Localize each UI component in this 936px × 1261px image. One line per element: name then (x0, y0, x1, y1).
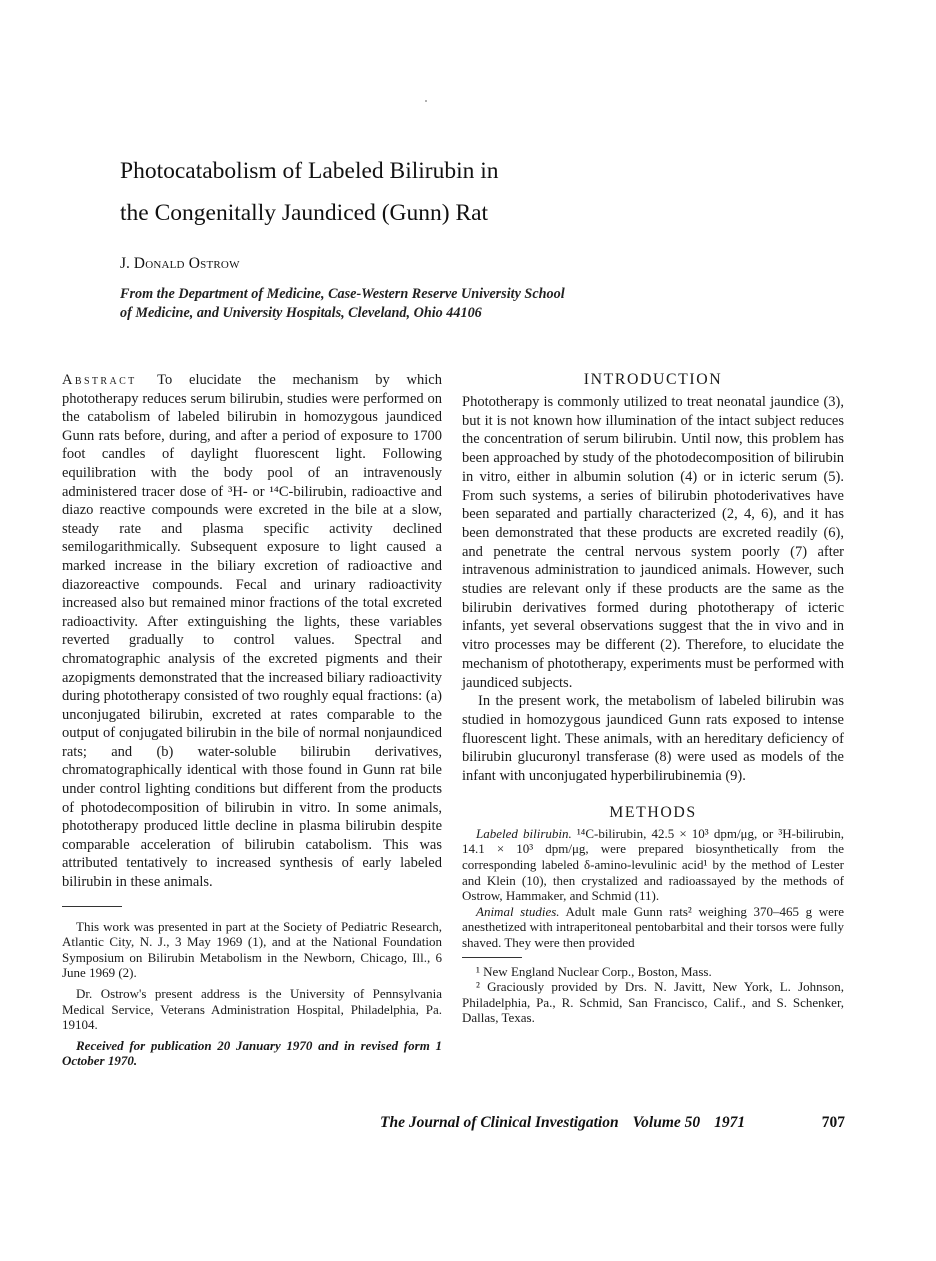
title-line-1: Photocatabolism of Labeled Bilirubin in (120, 158, 499, 184)
title-line-2: the Congenitally Jaundiced (Gunn) Rat (120, 200, 489, 226)
footnote-acknowledgment: ² Graciously provided by Drs. N. Javitt, New York, L. Johnson, Philadelphia, Pa., R. Schmid, San Francisco, Calif., and S. Schenker, Dallas, Texas. (462, 979, 844, 1026)
journal-name: The Journal of Clinical Investigation (380, 1114, 619, 1131)
abstract (62, 371, 442, 892)
scan-speck (425, 100, 427, 102)
footnote-address: Dr. Ostrow's present address is the University of Pennsylvania Medical Service, Veterans Administration Hospital, Philadelphia, Pa. 19104. (62, 986, 442, 1033)
article-title (120, 150, 820, 234)
author-initial: J. (120, 255, 130, 272)
footnote-received: Received for publication 20 January 1970 and in revised form 1 October 1970. (62, 1037, 442, 1069)
author-name (120, 255, 240, 273)
footnote-presentation: This work was presented in part at the Society of Pediatric Research, Atlantic City, N. J., 3 May 1969 (1), and at the National Foundation Symposium on Bilirubin Metabolism in the Newborn, Chicago, Ill., 6 June 1969 (2). (62, 918, 442, 981)
affiliation-line-2: of Medicine, and University Hospitals, Cleveland, Ohio 44106 (120, 305, 482, 321)
methods-heading: METHODS (609, 803, 697, 821)
affiliation (120, 285, 700, 323)
page-footer (380, 1114, 845, 1132)
methods-subheading: Animal studies. (476, 903, 560, 919)
author-surname: Donald Ostrow (133, 255, 240, 272)
page-number: 707 (821, 1114, 845, 1131)
footnote-divider (62, 906, 122, 907)
introduction-paragraph: In the present work, the metabolism of labeled bilirubin was studied in homozygous jaundiced Gunn rats exposed to intense fluorescent light. These animals, with an hereditary deficiency of bilirubin glucuronyl transferase (8) were used as models of the infant with unconjugated hyperbilirubinemia (9). (462, 693, 844, 785)
introduction-heading: INTRODUCTION (583, 371, 723, 388)
methods-paragraph (462, 904, 844, 951)
right-column (462, 371, 844, 1026)
footnote-supplier: ¹ New England Nuclear Corp., Boston, Mass. (476, 963, 712, 979)
methods-paragraph (462, 826, 844, 904)
left-column (62, 371, 442, 1074)
methods-text: ¹⁴C-bilirubin, 42.5 × 10³ dpm/μg, or ³H-bilirubin, 14.1 × 10³ dpm/μg, were prepared biosynthetically from the corresponding labeled δ-amino-levulinic acid¹ by the method of Lester and Klein (10), then crystalized and radioassayed by the methods of Ostrow, Hammaker, and Schmid (11). (462, 825, 844, 904)
methods-text: Adult male Gunn rats² weighing 370–465 g were anesthetized with intraperitoneal pentobarbital and their torsos were fully shaved. They were then provided (462, 903, 844, 950)
introduction-paragraph: Phototherapy is commonly utilized to treat neonatal jaundice (3), but it is not known how illumination of the intact subject reduces the concentration of serum bilirubin. Until now, this problem has been approached by study of the photodecomposition of bilirubin in vitro, either in albumin solution (4) or in icteric serum (5). From such systems, a series of bilirubin photoderivatives have been separated and partially characterized (2, 4, 6), and it has been demonstrated that these products are excreted readily (6), and penetrate the central nervous system poorly (7) after intravenous administration to jaundiced animals. However, such studies are relevant only if these products are the same as the bilirubin derivatives formed during phototherapy of icteric infants, yet several observations suggest that the in vivo and in vitro processes may be different (2). Therefore, to elucidate the mechanism of phototherapy, experiments must be performed with jaundiced subjects. (462, 394, 844, 691)
publication-year: 1971 (714, 1114, 746, 1131)
volume-number: Volume 50 (632, 1114, 701, 1131)
footnote-divider (462, 957, 522, 958)
methods-subheading: Labeled bilirubin. (476, 825, 572, 841)
abstract-label: Abstract (62, 372, 137, 388)
affiliation-line-1: From the Department of Medicine, Case-Western Reserve University School (120, 286, 565, 302)
abstract-text: To elucidate the mechanism by which phototherapy reduces serum bilirubin, studies were performed on the catabolism of labeled bilirubin in homozygous jaundiced Gunn rats before, during, and after a period of exposure to 1700 foot candles of daylight fluorescent light. Following equilibration with the body pool of an intravenously administered tracer dose of ³H- or ¹⁴C-bilirubin, radioactive and diazo reactive compounds were excreted in the bile at a slow, steady rate and plasma specific activity declined semilogarithmically. Subsequent exposure to light caused a marked increase in the biliary excretion of radioactive and diazoreactive compounds. Fecal and urinary radioactivity increased also but remained minor fractions of the total excreted radioactivity. After extinguishing the lights, these variables reverted gradually to control values. Spectral and chromatographic analysis of the excreted pigments and their azopigments demonstrated that the increased biliary radioactivity during phototherapy consisted of two roughly equal fractions: (a) unconjugated bilirubin, excreted at rates comparable to the output of conjugated bilirubin in the bile of normal nonjaundiced rats; and (b) water-soluble bilirubin derivatives, chromatographically identical with those found in Gunn rat bile under control lighting conditions but different from the products of photodecomposition of bilirubin in vitro. In some animals, phototherapy produced little decline in plasma bilirubin despite comparable acceleration of bilirubin catabolism. This was attributed tentatively to increased synthesis of early labeled bilirubin in these animals. (62, 372, 442, 891)
